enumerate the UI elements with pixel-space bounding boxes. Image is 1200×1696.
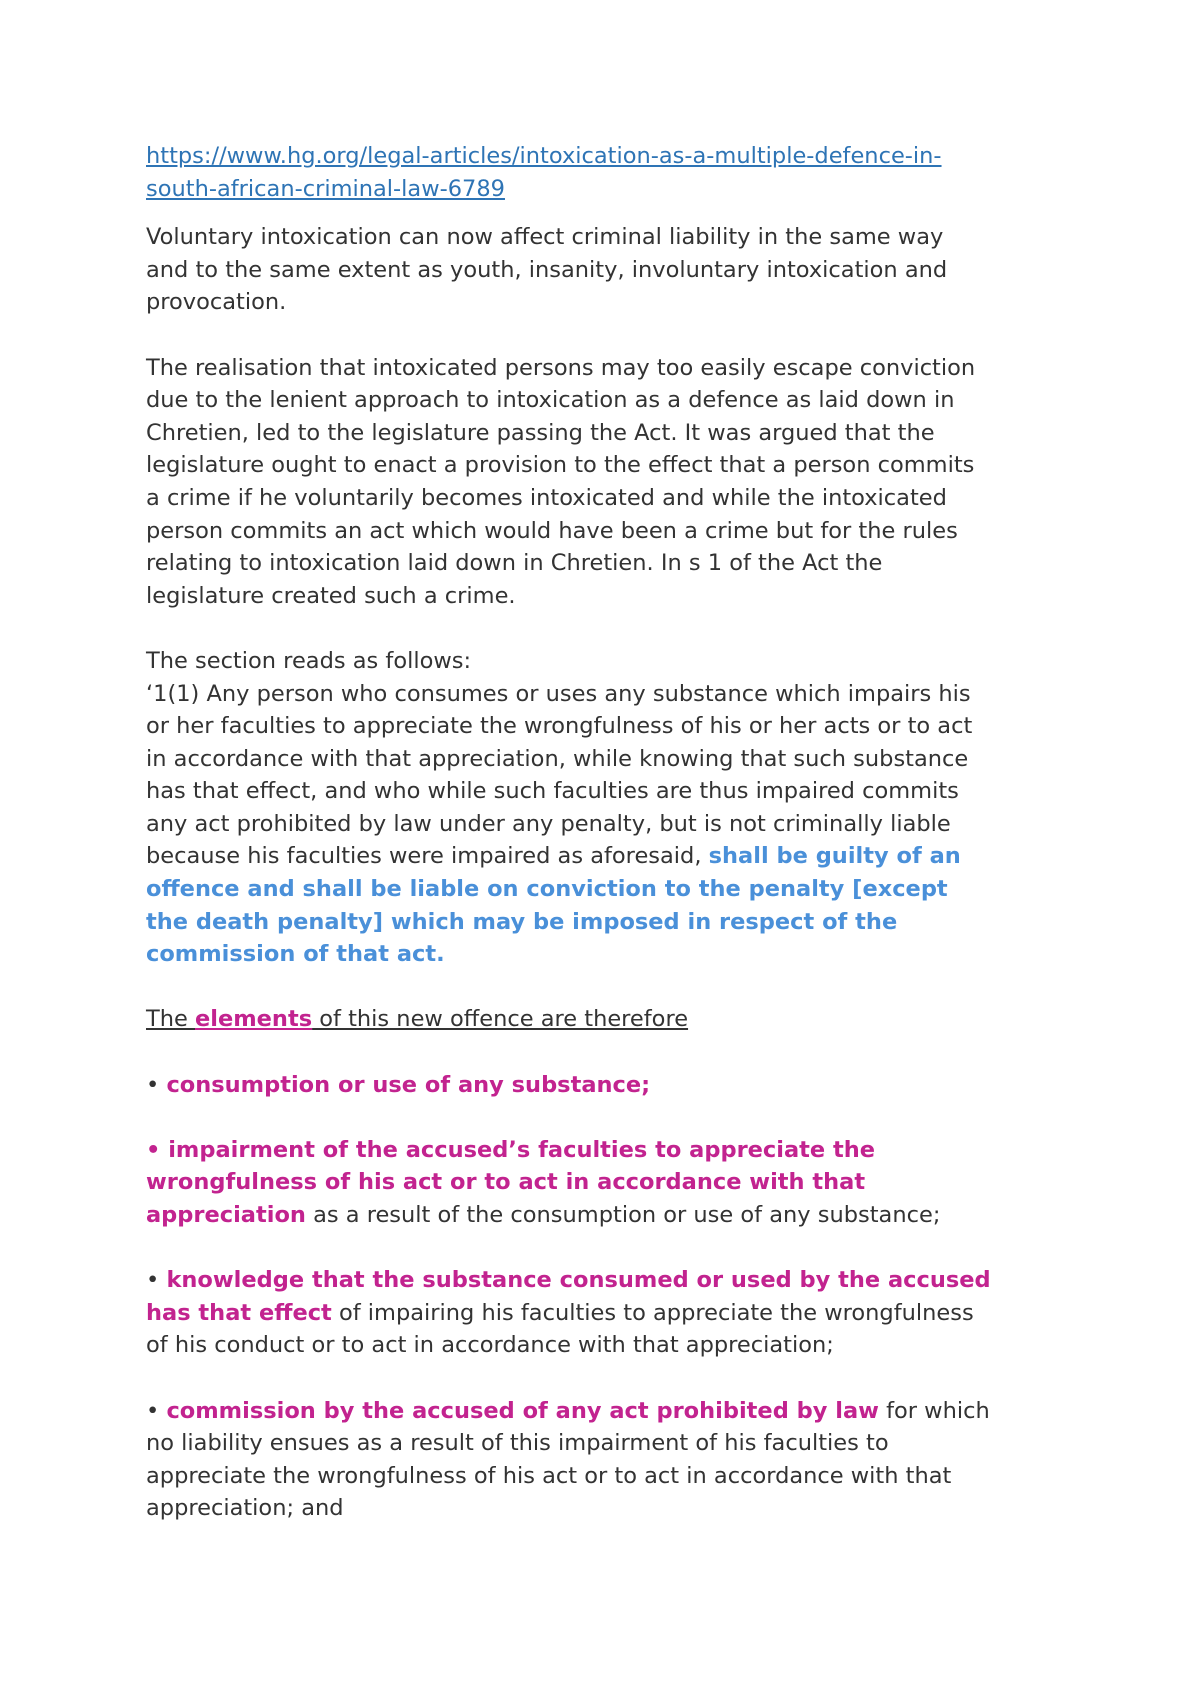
- spacer: [146, 205, 1076, 221]
- source-link-continued[interactable]: south-african-criminal-law-6789: [146, 175, 505, 202]
- element-bullet-2-line: [146, 1199, 1076, 1232]
- section-intro: The section reads as follows:: [146, 647, 472, 674]
- element-bullet-4-line: appreciate the wrongfulness of his act or to act in accordance with that: [146, 1462, 952, 1489]
- source-link[interactable]: https://www.hg.org/legal-articles/intoxication-as-a-multiple-defence-in-: [146, 143, 942, 169]
- spacer: [146, 612, 1076, 645]
- bullet-plain-text: as a result of the consumption or use of any substance;: [305, 1202, 941, 1228]
- bullet-plain-text: of impairing his faculties to appreciate the wrongfulness: [331, 1299, 974, 1326]
- spacer: [146, 1101, 1076, 1134]
- paragraph-1-line: and to the same extent as youth, insanity, involuntary intoxication and: [146, 256, 948, 283]
- bullet-emphasis-text: has that effect: [146, 1299, 332, 1326]
- section-quote-line: or her faculties to appreciate the wrongfulness of his or her acts or to act: [146, 713, 973, 740]
- quote-emphasis-text: shall be guilty of an: [708, 843, 961, 870]
- section-quote-line: in accordance with that appreciation, while knowing that such substance: [146, 745, 969, 772]
- section-quote-line: [146, 840, 1076, 873]
- spacer: [146, 971, 1076, 1004]
- element-bullet-3-line: of his conduct or to act in accordance with that appreciation;: [146, 1332, 834, 1359]
- element-bullet-2-line: • impairment of the accused’s faculties to appreciate the: [146, 1136, 876, 1163]
- source-link-line-1: [146, 140, 1076, 173]
- spacer: [146, 1362, 1076, 1395]
- paragraph-2-line: legislature ought to enact a provision to the effect that a person commits: [146, 452, 975, 479]
- spacer: [146, 1036, 1076, 1069]
- paragraph-2-line: The realisation that intoxicated persons may too easily escape conviction: [146, 354, 976, 381]
- document-body: [146, 140, 1076, 1525]
- element-bullet-3-line: [146, 1297, 1076, 1330]
- paragraph-2-line: legislature created such a crime.: [146, 582, 516, 609]
- element-bullet-4-line: appreciation; and: [146, 1495, 344, 1522]
- element-bullet-4-line: [146, 1395, 1076, 1428]
- bullet-emphasis-text: consumption or use of any substance;: [166, 1071, 651, 1098]
- section-quote-line: has that effect, and who while such faculties are thus impaired commits: [146, 778, 959, 805]
- spacer: [146, 319, 1076, 352]
- element-bullet-3-line: [146, 1264, 1076, 1297]
- paragraph-2-line: relating to intoxication laid down in Chretien. In s 1 of the Act the: [146, 550, 883, 577]
- bullet-emphasis-text: appreciation: [146, 1202, 306, 1228]
- paragraph-2-line: Chretien, led to the legislature passing the Act. It was argued that the: [146, 419, 935, 446]
- elements-heading: [146, 1003, 1076, 1036]
- elements-heading-after: of this new offence are therefore: [312, 1006, 689, 1033]
- paragraph-1-line: Voluntary intoxication can now affect criminal liability in the same way: [146, 224, 944, 251]
- section-quote-line: ‘1(1) Any person who consumes or uses any substance which impairs his: [146, 680, 971, 707]
- elements-heading-keyword: elements: [195, 1006, 313, 1033]
- element-bullet-1: [146, 1069, 1076, 1102]
- bullet-marker: •: [146, 1397, 167, 1424]
- quote-emphasis-line: commission of that act.: [146, 941, 445, 968]
- element-bullet-4-line: no liability ensues as a result of this impairment of his faculties to: [146, 1430, 889, 1457]
- paragraph-2-line: due to the lenient approach to intoxication as a defence as laid down in: [146, 387, 955, 414]
- bullet-marker: •: [146, 1071, 167, 1098]
- section-quote-line: any act prohibited by law under any penalty, but is not criminally liable: [146, 810, 951, 837]
- elements-heading-before: The: [146, 1006, 195, 1033]
- paragraph-2-line: a crime if he voluntarily becomes intoxicated and while the intoxicated: [146, 484, 947, 511]
- source-link-line-2: [146, 173, 1076, 206]
- paragraph-2-line: person commits an act which would have been a crime but for the rules: [146, 517, 958, 544]
- bullet-emphasis-text: knowledge that the substance consumed or used by the accused: [166, 1267, 991, 1294]
- bullet-marker: •: [146, 1267, 167, 1294]
- bullet-plain-text: for which: [878, 1397, 990, 1424]
- quote-emphasis-line: the death penalty] which may be imposed in respect of the: [146, 908, 898, 935]
- quote-emphasis-line: offence and shall be liable on conviction to the penalty [except: [146, 876, 948, 903]
- spacer: [146, 1232, 1076, 1265]
- paragraph-1-line: provocation.: [146, 289, 287, 316]
- element-bullet-2-line: wrongfulness of his act or to act in accordance with that: [146, 1169, 866, 1196]
- bullet-emphasis-text: commission by the accused of any act prohibited by law: [166, 1397, 879, 1424]
- quote-plain-text: because his faculties were impaired as aforesaid,: [146, 843, 709, 870]
